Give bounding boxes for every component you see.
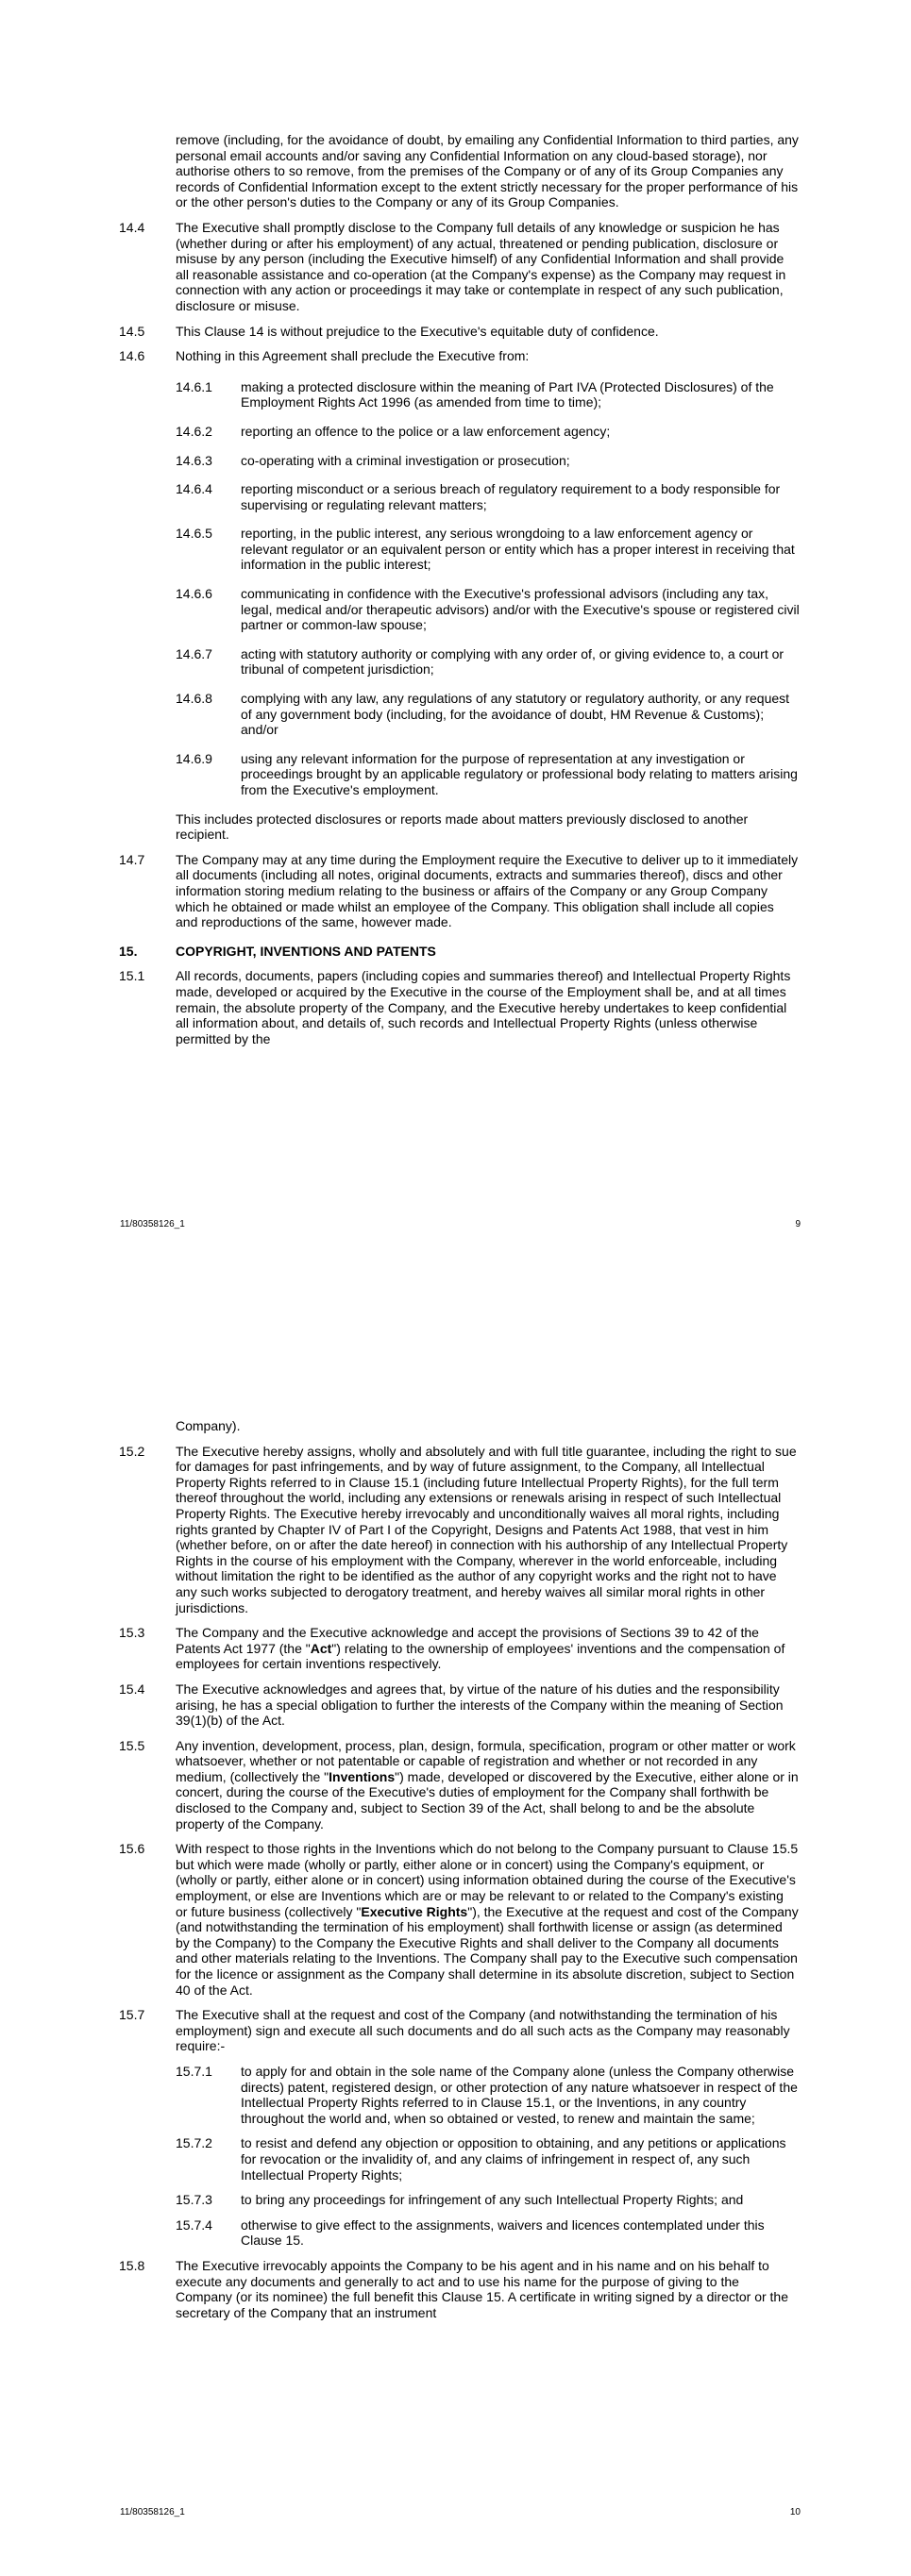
sub-clause-14-6-3 [176,452,802,469]
sub-clause-text: complying with any law, any regulations of any statutory or regulatory authority, or any request of any government body (including, for the avoidance of doubt, HM Revenue & Customs); and/or [241,691,790,738]
sub-clause-number: 14.6.4 [176,481,212,497]
clause-text-part: ") made, developed or discovered by the Executive, either alone or in concert, during the course of the Executive's duties of employment for the Company shall forthwith be disclosed to the Company and, subject to Section 39 of the Act, shall belong to and be the absolute property of the Company. [176,1768,799,1832]
defined-term: Inventions [329,1768,396,1784]
clause-text: The Executive hereby assigns, wholly and absolutely and with full title guarantee, including the right to sue for damages for past infringements, and by way of future assignment, to the Company, all Intellectual Property Rights referred to in Clause 15.1 (including future Intellectual Property Rights), for the full term thereof throughout the world, including any extensions or renewals arising in respect of such Intellectual Property Rights. The Executive hereby irrevocably and unconditionally waives all moral rights, including rights granted by Chapter IV of Part I of the Copyright, Designs and Patents Act 1988, that vest in him (whether before, on or after the date hereof) in connection with his authorship of any Intellectual Property Rights in the course of his employment with the Company, wherever in the world enforceable, including without limitation the right to be identified as the author of any copyright works and the right not to have any such works subjected to derogatory treatment, and hereby waives all similar moral rights in other jurisdictions. [176,1443,797,1615]
clause-number: 14.6 [119,348,145,364]
sub-clause-15-7-3 [176,2192,802,2208]
clause-text-part: Any invention, development, process, plan, design, formula, specification, program or other matter or work whatsoever, whether or not patentable or capable of registration and whether or not recorded in any medium, (collectively the " [176,1737,796,1784]
clause-15-6 [119,1841,799,1998]
sub-clause-15-7-2 [176,2135,802,2183]
clause-15-5 [119,1737,799,1832]
document-reference: 11/80358126_1 [120,2507,185,2517]
sub-clause-14-6-6 [176,586,802,633]
sub-clause-number: 14.6.2 [176,423,212,439]
clause-number: 15. [119,943,138,959]
clause-text-part: The Company and the Executive acknowledge and accept the provisions of Sections 39 to 42 of the Patents Act 1977 (the " [176,1625,759,1656]
sub-clause-number: 14.6.9 [176,750,212,766]
sub-clause-number: 14.6.7 [176,645,212,661]
clause-text: The Executive shall promptly disclose to the Company full details of any knowledge or suspicion he has (whether during or after his employment) of any actual, threatened or pending publication, disclosure or misuse by any person (including the Executive himself) of any Confidential Information and shall provide all reasonable assistance and co-operation (at the Company's expense) as the Company may request in connection with any action or proceedings it may take or contemplate in respect of any such publication, disclosure or misuse. [176,219,786,313]
document-reference: 11/80358126_1 [120,1219,185,1229]
clause-number: 14.5 [119,323,145,339]
page-10 [0,1288,911,2576]
clause-text: All records, documents, papers (including copies and summaries thereof) and Intellectual Property Rights made, developed or acquired by the Executive in the course of the Employment shall be, and at all times remain, the absolute property of the Company, and the Executive hereby undertakes to keep confidential all information about, and details of, such records and Intellectual Property Rights (unless otherwise permitted by the [176,968,791,1046]
clause-15-2 [119,1443,799,1616]
clause-text: The Executive acknowledges and agrees that, by virtue of the nature of his duties and the responsibility arising, he has a special obligation to further the interests of the Company within the meaning of Section 39(1)(b) of the Act. [176,1681,784,1729]
clause-number: 14.4 [119,219,145,235]
clause-15-1 [119,968,799,1046]
sub-clause-14-6-2 [176,423,802,440]
sub-clause-number: 15.7.4 [176,2216,212,2233]
clause-text: This Clause 14 is without prejudice to the Executive's equitable duty of confidence. [176,323,659,339]
sub-clause-text: to resist and defend any objection or opposition to obtaining, and any petitions or applications for revocation or the invalidity of, and any claims of infringement in respect of, any such Intellectual Property Rights; [241,2135,786,2183]
protected-disclosures-note: This includes protected disclosures or reports made about matters previously disclosed to another recipient. [176,811,749,843]
sub-clause-number: 14.6.8 [176,691,212,707]
clause-text: The Executive shall at the request and cost of the Company (and notwithstanding the termination of his employment) sign and execute all such documents and do all such acts as the Company may reasonably require:- [176,2007,790,2054]
sub-clause-15-7-4 [176,2216,802,2249]
sub-clause-14-6-8 [176,691,802,738]
clause-14-6 [119,348,799,364]
clause-text-part: ") relating to the ownership of employees' inventions and the compensation of employees for certain inventions respectively. [176,1640,785,1672]
clause-14-7 [119,851,799,930]
sub-clause-number: 15.7.1 [176,2063,212,2079]
sub-clause-number: 14.6.3 [176,452,212,468]
clause-15-8 [119,2257,799,2320]
sub-clause-14-6-4 [176,481,802,512]
clause-number: 15.3 [119,1625,145,1641]
section-heading: COPYRIGHT, INVENTIONS AND PATENTS [176,943,436,959]
sub-clause-14-6-7 [176,645,802,677]
sub-clause-text: co-operating with a criminal investigation or prosecution; [241,452,570,468]
clause-15-heading [119,943,799,960]
clause-number: 15.7 [119,2007,145,2023]
clause-text-part: With respect to those rights in the Inventions which do not belong to the Company pursuant to Clause 15.5 but which were made (wholly or partly, either alone or in concert) using the Company's equipment, or (wholly or partly, either alone or in concert) using information obtained during the course of the Executive's employment, or else are Inventions which are or may be relevant to or related to the Company's existing or future business (collectively " [176,1841,799,1919]
sub-clause-text: to apply for and obtain in the sole name of the Company alone (unless the Company otherwise directs) patent, registered design, or other protection of any nature whatsoever in respect of the Intellectual Property Rights referred to in Clause 15.1, or the Inventions, in any country throughout the world and, when so obtained or vested, to renew and maintain the same; [241,2063,798,2126]
continuation-paragraph: Company). [176,1418,241,1433]
clause-15-3 [119,1625,799,1672]
clause-text: The Executive irrevocably appoints the Company to be his agent and in his name and on his behalf to execute any documents and generally to act and to use his name for the purpose of giving to the Company (or its nominee) the full benefit this Clause 15. A certificate in writing signed by a director or the secretary of the Company that an instrument [176,2257,788,2320]
sub-clause-text: otherwise to give effect to the assignments, waivers and licences contemplated under this Clause 15. [241,2216,765,2249]
sub-clause-text: to bring any proceedings for infringement of any such Intellectual Property Rights; and [241,2192,744,2208]
clause-number: 14.7 [119,851,145,867]
sub-clause-text: communicating in confidence with the Executive's professional advisors (including any tax, legal, medical and/or therapeutic advisors) and/or with the Executive's spouse or registered civil partner or common-law spouse; [241,586,800,633]
clause-text: The Company may at any time during the Employment require the Executive to deliver up to it immediately all documents (including all notes, original documents, extracts and summaries thereof), discs and other information storing medium relating to the business or affairs of the Company or any Group Company which he obtained or made whilst an employee of the Company. This obligation shall include all copies and reproductions of the same, however made. [176,851,799,930]
defined-term: Executive Rights [361,1903,468,1919]
sub-clause-text: making a protected disclosure within the meaning of Part IVA (Protected Disclosures) of the Employment Rights Act 1996 (as amended from time to time); [241,378,774,410]
clause-text [176,1625,784,1671]
clause-text [176,1738,799,1832]
page-number: 9 [795,1219,801,1229]
clause-text: Nothing in this Agreement shall preclude the Executive from: [176,348,530,364]
sub-clause-text: using any relevant information for the purpose of representation at any investigation or proceedings brought by an applicable regulatory or professional body relating to matters arising from the Executive's employment. [241,750,798,797]
sub-clause-number: 15.7.3 [176,2192,212,2208]
sub-clause-14-6-9 [176,750,802,798]
clause-15-4 [119,1681,799,1729]
continuation-paragraph: remove (including, for the avoidance of doubt, by emailing any Confidential Information to third parties, any personal email accounts and/or saving any Confidential Information on any cloud-based storage), nor authorise others to so remove, from the premises of the Company or of any of its Group Companies any records of Confidential Information except to the extent strictly necessary for the proper performance of his or the other person's duties to the Company or any of its Group Companies. [176,132,799,210]
sub-clause-14-6-5 [176,526,802,573]
clause-number: 15.4 [119,1681,145,1697]
sub-clause-number: 14.6.5 [176,526,212,542]
sub-clause-number: 15.7.2 [176,2135,212,2151]
sub-clause-text: reporting an offence to the police or a law enforcement agency; [241,423,611,439]
clause-15-7 [119,2007,799,2054]
sub-clause-15-7-1 [176,2063,802,2126]
sub-clause-text: reporting misconduct or a serious breach of regulatory requirement to a body responsible for supervising or regulating relevant matters; [241,481,781,512]
clause-number: 15.5 [119,1737,145,1753]
clause-text [176,1841,799,1997]
sub-clause-number: 14.6.1 [176,378,212,394]
sub-clause-number: 14.6.6 [176,586,212,602]
clause-number: 15.8 [119,2257,145,2273]
sub-clause-14-6-1 [176,378,802,410]
clause-text-part: "), the Executive at the request and cost of the Company (and notwithstanding the termination of his employment) shall forthwith license or assign (as determined by the Company) to the Company the Executive Rights and shall deliver to the Company all documents and other materials relating to the Inventions. The Company shall pay to the Executive such compensation for the licence or assignment as the Company shall determine in its absolute discretion, subject to Section 40 of the Act. [176,1903,799,1998]
sub-clause-text: acting with statutory authority or complying with any order of, or giving evidence to, a court or tribunal of competent jurisdiction; [241,645,784,677]
clause-14-5 [119,323,799,340]
clause-14-4 [119,219,799,314]
page-number: 10 [789,2507,801,2517]
sub-clause-text: reporting, in the public interest, any serious wrongdoing to a law enforcement agency or relevant regulator or an equivalent person or entity which has a proper interest in receiving that information in the public interest; [241,526,795,573]
defined-term: Act [310,1640,332,1656]
clause-number: 15.1 [119,968,145,984]
clause-number: 15.6 [119,1841,145,1857]
clause-number: 15.2 [119,1443,145,1459]
